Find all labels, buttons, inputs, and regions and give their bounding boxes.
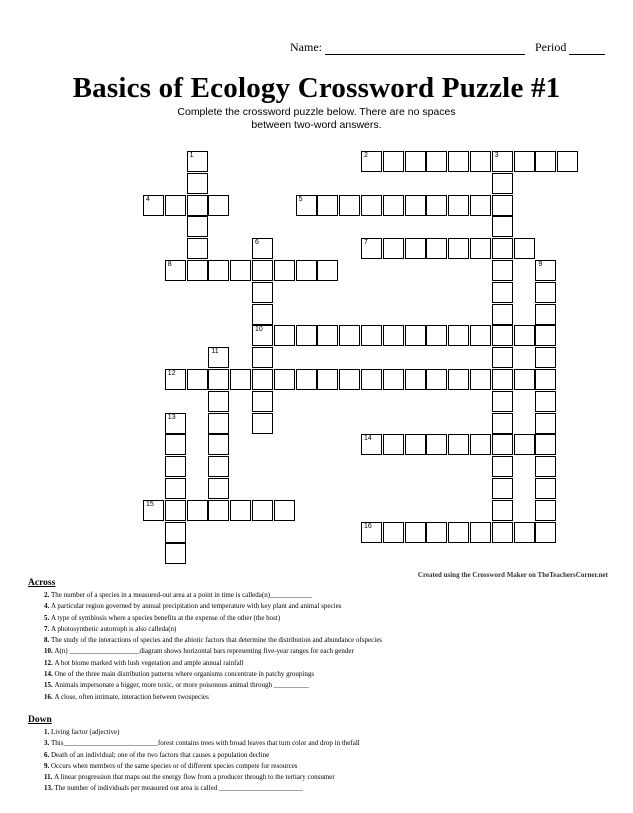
grid-cell[interactable] (187, 195, 208, 216)
grid-cell[interactable] (208, 500, 229, 521)
instructions-line-1: Complete the crossword puzzle below. There are no spaces (177, 106, 456, 118)
grid-cell[interactable] (187, 151, 208, 172)
grid-cell[interactable] (252, 369, 273, 390)
grid-cell[interactable] (492, 238, 513, 259)
grid-cell[interactable] (252, 500, 273, 521)
grid-cell[interactable] (535, 391, 556, 412)
clue-number: 14 (364, 435, 372, 443)
down-clue-number: 3. (44, 739, 51, 748)
across-clue (44, 646, 382, 657)
grid-cell[interactable] (252, 347, 273, 368)
grid-cell[interactable] (426, 195, 447, 216)
grid-cell[interactable] (492, 304, 513, 325)
grid-cell[interactable] (361, 151, 382, 172)
grid-cell[interactable] (317, 260, 338, 281)
across-clue-text: A particular region governed by annual precipitation and temperature with key plant and animal species (51, 602, 342, 611)
across-clue-number: 12. (44, 658, 55, 667)
down-clues (28, 714, 360, 795)
grid-cell[interactable] (492, 522, 513, 543)
grid-cell[interactable] (470, 151, 491, 172)
grid-cell[interactable] (339, 369, 360, 390)
name-blank[interactable] (325, 42, 525, 55)
down-clue (44, 750, 360, 761)
grid-cell[interactable] (208, 369, 229, 390)
grid-cell[interactable] (296, 369, 317, 390)
clue-number: 16 (364, 522, 372, 530)
grid-cell[interactable] (535, 282, 556, 303)
clue-number: 10 (255, 326, 263, 334)
page-title: Basics of Ecology Crossword Puzzle #1 (72, 72, 561, 104)
across-clue-number: 4. (44, 602, 51, 611)
grid-cell[interactable] (492, 325, 513, 346)
grid-cell[interactable] (230, 369, 251, 390)
across-clue-text: A close, often intimate, interaction between twospecies (54, 692, 209, 701)
grid-cell[interactable] (187, 369, 208, 390)
grid-cell[interactable] (274, 260, 295, 281)
across-clue (44, 658, 382, 669)
down-clue-text: Living factor (adjective) (51, 728, 120, 736)
grid-cell[interactable] (252, 260, 273, 281)
grid-cell[interactable] (383, 238, 404, 259)
period-label: Period (535, 40, 567, 54)
grid-cell[interactable] (143, 500, 164, 521)
grid-cell[interactable] (143, 195, 164, 216)
grid-cell[interactable] (492, 500, 513, 521)
grid-cell[interactable] (492, 151, 513, 172)
down-clue-text: A linear progression that maps out the energy flow from a producer through to the tertiary consumer (54, 773, 335, 782)
across-clue (44, 601, 382, 612)
grid-cell[interactable] (405, 522, 426, 543)
across-clue (44, 692, 382, 703)
grid-cell[interactable] (426, 151, 447, 172)
clue-number: 6 (255, 239, 259, 247)
grid-cell[interactable] (383, 325, 404, 346)
down-clue-text: This___________________________forest contains trees with broad leaves that turn color and drop in thefall (51, 739, 360, 748)
period-blank[interactable] (569, 42, 605, 55)
across-clue-number: 5. (44, 613, 51, 622)
grid-cell[interactable] (492, 478, 513, 499)
grid-cell[interactable] (361, 369, 382, 390)
grid-cell[interactable] (165, 478, 186, 499)
grid-cell[interactable] (405, 238, 426, 259)
grid-cell[interactable] (470, 195, 491, 216)
name-period-line (290, 40, 605, 55)
grid-cell[interactable] (405, 434, 426, 455)
grid-cell[interactable] (252, 325, 273, 346)
across-clues (28, 577, 382, 703)
grid-cell[interactable] (514, 522, 535, 543)
grid-cell[interactable] (535, 151, 556, 172)
clue-number: 15 (146, 500, 154, 508)
grid-cell[interactable] (165, 522, 186, 543)
down-clue-number: 13. (44, 784, 55, 793)
down-clue (44, 727, 360, 738)
clue-number: 3 (494, 152, 499, 159)
grid-cell[interactable] (230, 500, 251, 521)
grid-cell[interactable] (426, 238, 447, 259)
grid-cell[interactable] (535, 325, 556, 346)
grid-cell[interactable] (274, 500, 295, 521)
grid-cell[interactable] (492, 434, 513, 455)
grid-cell[interactable] (208, 195, 229, 216)
across-clue-number: 16. (44, 692, 55, 701)
grid-cell[interactable] (448, 369, 469, 390)
clue-number: 1 (189, 152, 194, 159)
grid-cell[interactable] (405, 195, 426, 216)
grid-cell[interactable] (514, 369, 535, 390)
clue-number: 13 (167, 413, 176, 421)
across-clue (44, 613, 382, 624)
grid-cell[interactable] (470, 522, 491, 543)
across-clue (44, 635, 382, 646)
grid-cell[interactable] (426, 369, 447, 390)
instructions-line-2: between two-word answers. (251, 119, 382, 131)
down-clue (44, 738, 360, 749)
across-clue (44, 624, 382, 635)
grid-cell[interactable] (448, 434, 469, 455)
down-clue-text: The number of individuals per measured out area is called ________________________ (54, 784, 303, 793)
grid-cell[interactable] (187, 500, 208, 521)
down-clue-text: Death of an individual; one of the two factors that causes a population decline (51, 750, 270, 759)
grid-cell[interactable] (448, 522, 469, 543)
down-clue-number: 6. (44, 750, 51, 759)
grid-cell[interactable] (165, 543, 186, 564)
grid-cell[interactable] (535, 456, 556, 477)
grid-cell[interactable] (470, 325, 491, 346)
grid-cell[interactable] (557, 151, 578, 172)
grid-cell[interactable] (187, 173, 208, 194)
grid-cell[interactable] (361, 434, 382, 455)
grid-cell[interactable] (492, 391, 513, 412)
grid-cell[interactable] (492, 282, 513, 303)
grid-cell[interactable] (426, 434, 447, 455)
grid-cell[interactable] (274, 369, 295, 390)
grid-cell[interactable] (535, 304, 556, 325)
grid-cell[interactable] (208, 478, 229, 499)
across-clue (44, 680, 382, 691)
grid-cell[interactable] (448, 151, 469, 172)
grid-cell[interactable] (208, 260, 229, 281)
grid-cell[interactable] (535, 500, 556, 521)
across-clue-text: A hot biome marked with lush vegetation and ample annual rainfall (54, 658, 244, 667)
clue-number: 4 (146, 195, 150, 203)
down-clue-number: 1. (44, 728, 51, 736)
clue-number: 2 (364, 152, 368, 159)
grid-cell[interactable] (187, 216, 208, 237)
grid-cell[interactable] (535, 347, 556, 368)
grid-cell[interactable] (383, 151, 404, 172)
grid-cell[interactable] (405, 325, 426, 346)
clue-number: 11 (211, 348, 219, 356)
across-clue-text: Animals impersonate a bigger, more toxic, or more poisonous animal through __________ (54, 681, 309, 690)
across-clue-number: 15. (44, 681, 55, 690)
grid-cell[interactable] (383, 434, 404, 455)
grid-cell[interactable] (514, 325, 535, 346)
name-label: Name: (290, 40, 322, 54)
grid-cell[interactable] (535, 478, 556, 499)
grid-cell[interactable] (492, 456, 513, 477)
grid-cell[interactable] (492, 260, 513, 281)
grid-cell[interactable] (361, 325, 382, 346)
grid-cell[interactable] (317, 369, 338, 390)
across-clue-text: One of the three main distribution patterns where organisms concentrate in patchy groupings (54, 670, 315, 679)
across-clue-number: 7. (44, 624, 51, 633)
grid-cell[interactable] (339, 325, 360, 346)
grid-cell[interactable] (492, 413, 513, 434)
across-clue-number: 8. (44, 636, 51, 645)
grid-cell[interactable] (470, 238, 491, 259)
grid-cell[interactable] (383, 195, 404, 216)
across-clue-list (28, 590, 382, 703)
down-clue (44, 783, 360, 794)
grid-cell[interactable] (208, 434, 229, 455)
grid-cell[interactable] (470, 434, 491, 455)
grid-cell[interactable] (252, 282, 273, 303)
clue-number: 8 (167, 261, 172, 268)
across-clue (44, 590, 382, 601)
grid-cell[interactable] (317, 325, 338, 346)
grid-cell[interactable] (448, 238, 469, 259)
grid-cell[interactable] (535, 413, 556, 434)
grid-cell[interactable] (230, 260, 251, 281)
grid-cell[interactable] (383, 369, 404, 390)
grid-cell[interactable] (317, 195, 338, 216)
grid-cell[interactable] (165, 260, 186, 281)
grid-cell[interactable] (426, 325, 447, 346)
grid-cell[interactable] (426, 522, 447, 543)
grid-cell[interactable] (208, 413, 229, 434)
grid-cell[interactable] (165, 434, 186, 455)
grid-cell[interactable] (165, 456, 186, 477)
across-clue-text: A type of symbiosis where a species benefits at the expense of the other (the host) (51, 613, 281, 622)
grid-cell[interactable] (492, 347, 513, 368)
grid-cell[interactable] (514, 434, 535, 455)
clue-number: 7 (364, 239, 368, 247)
grid-cell[interactable] (470, 369, 491, 390)
grid-cell[interactable] (208, 347, 229, 368)
across-clue-text: A photosynthetic autotroph is also calleda(n) (51, 624, 177, 633)
grid-cell[interactable] (535, 260, 556, 281)
grid-cell[interactable] (187, 260, 208, 281)
clue-number: 9 (538, 261, 543, 268)
grid-cell[interactable] (165, 413, 186, 434)
grid-cell[interactable] (492, 216, 513, 237)
grid-cell[interactable] (165, 500, 186, 521)
grid-cell[interactable] (208, 391, 229, 412)
down-heading: Down (28, 715, 52, 725)
across-clue-text: The number of a species in a measured-out area at a point in time is calleda(n)____________ (51, 591, 313, 599)
grid-cell[interactable] (535, 369, 556, 390)
clue-number: 12 (167, 370, 176, 377)
across-clue-number: 2. (44, 591, 51, 599)
down-clue-list (28, 727, 360, 795)
across-clue (44, 669, 382, 680)
grid-cell[interactable] (252, 391, 273, 412)
grid-cell[interactable] (492, 369, 513, 390)
grid-cell[interactable] (187, 238, 208, 259)
grid-cell[interactable] (492, 173, 513, 194)
grid-cell[interactable] (252, 304, 273, 325)
across-clue-number: 14. (44, 670, 55, 679)
grid-cell[interactable] (448, 195, 469, 216)
grid-cell[interactable] (383, 522, 404, 543)
grid-cell[interactable] (252, 238, 273, 259)
grid-cell[interactable] (361, 522, 382, 543)
grid-cell[interactable] (448, 325, 469, 346)
grid-cell[interactable] (514, 151, 535, 172)
grid-cell[interactable] (535, 522, 556, 543)
grid-cell[interactable] (405, 369, 426, 390)
grid-cell[interactable] (274, 325, 295, 346)
credit-line: Created using the Crossword Maker on TheTeachersCorner.net (417, 571, 608, 579)
grid-cell[interactable] (165, 369, 186, 390)
across-clue-text: The study of the interactions of species and the abiotic factors that determine the distribution and abundance ofspecies (51, 636, 383, 645)
grid-cell[interactable] (296, 325, 317, 346)
across-clue-number: 10. (44, 647, 55, 656)
grid-cell[interactable] (361, 195, 382, 216)
down-clue-number: 11. (44, 773, 55, 782)
across-heading: Across (28, 578, 56, 588)
grid-cell[interactable] (252, 413, 273, 434)
down-clue (44, 761, 360, 772)
instructions (0, 106, 633, 132)
grid-cell[interactable] (208, 456, 229, 477)
across-clue-text: A(n) ____________________diagram shows horizontal bars representing five-year ranges for each gender (54, 647, 354, 656)
grid-cell[interactable] (405, 151, 426, 172)
grid-cell[interactable] (165, 195, 186, 216)
grid-cell[interactable] (361, 238, 382, 259)
grid-cell[interactable] (339, 195, 360, 216)
down-clue (44, 772, 360, 783)
down-clue-text: Occurs when members of the same species or of different species compete for resources (51, 761, 298, 770)
grid-cell[interactable] (514, 238, 535, 259)
grid-cell[interactable] (535, 434, 556, 455)
grid-cell[interactable] (296, 260, 317, 281)
grid-cell[interactable] (492, 195, 513, 216)
down-clue-number: 9. (44, 761, 51, 770)
grid-cell[interactable] (296, 195, 317, 216)
clue-number: 5 (298, 195, 303, 203)
